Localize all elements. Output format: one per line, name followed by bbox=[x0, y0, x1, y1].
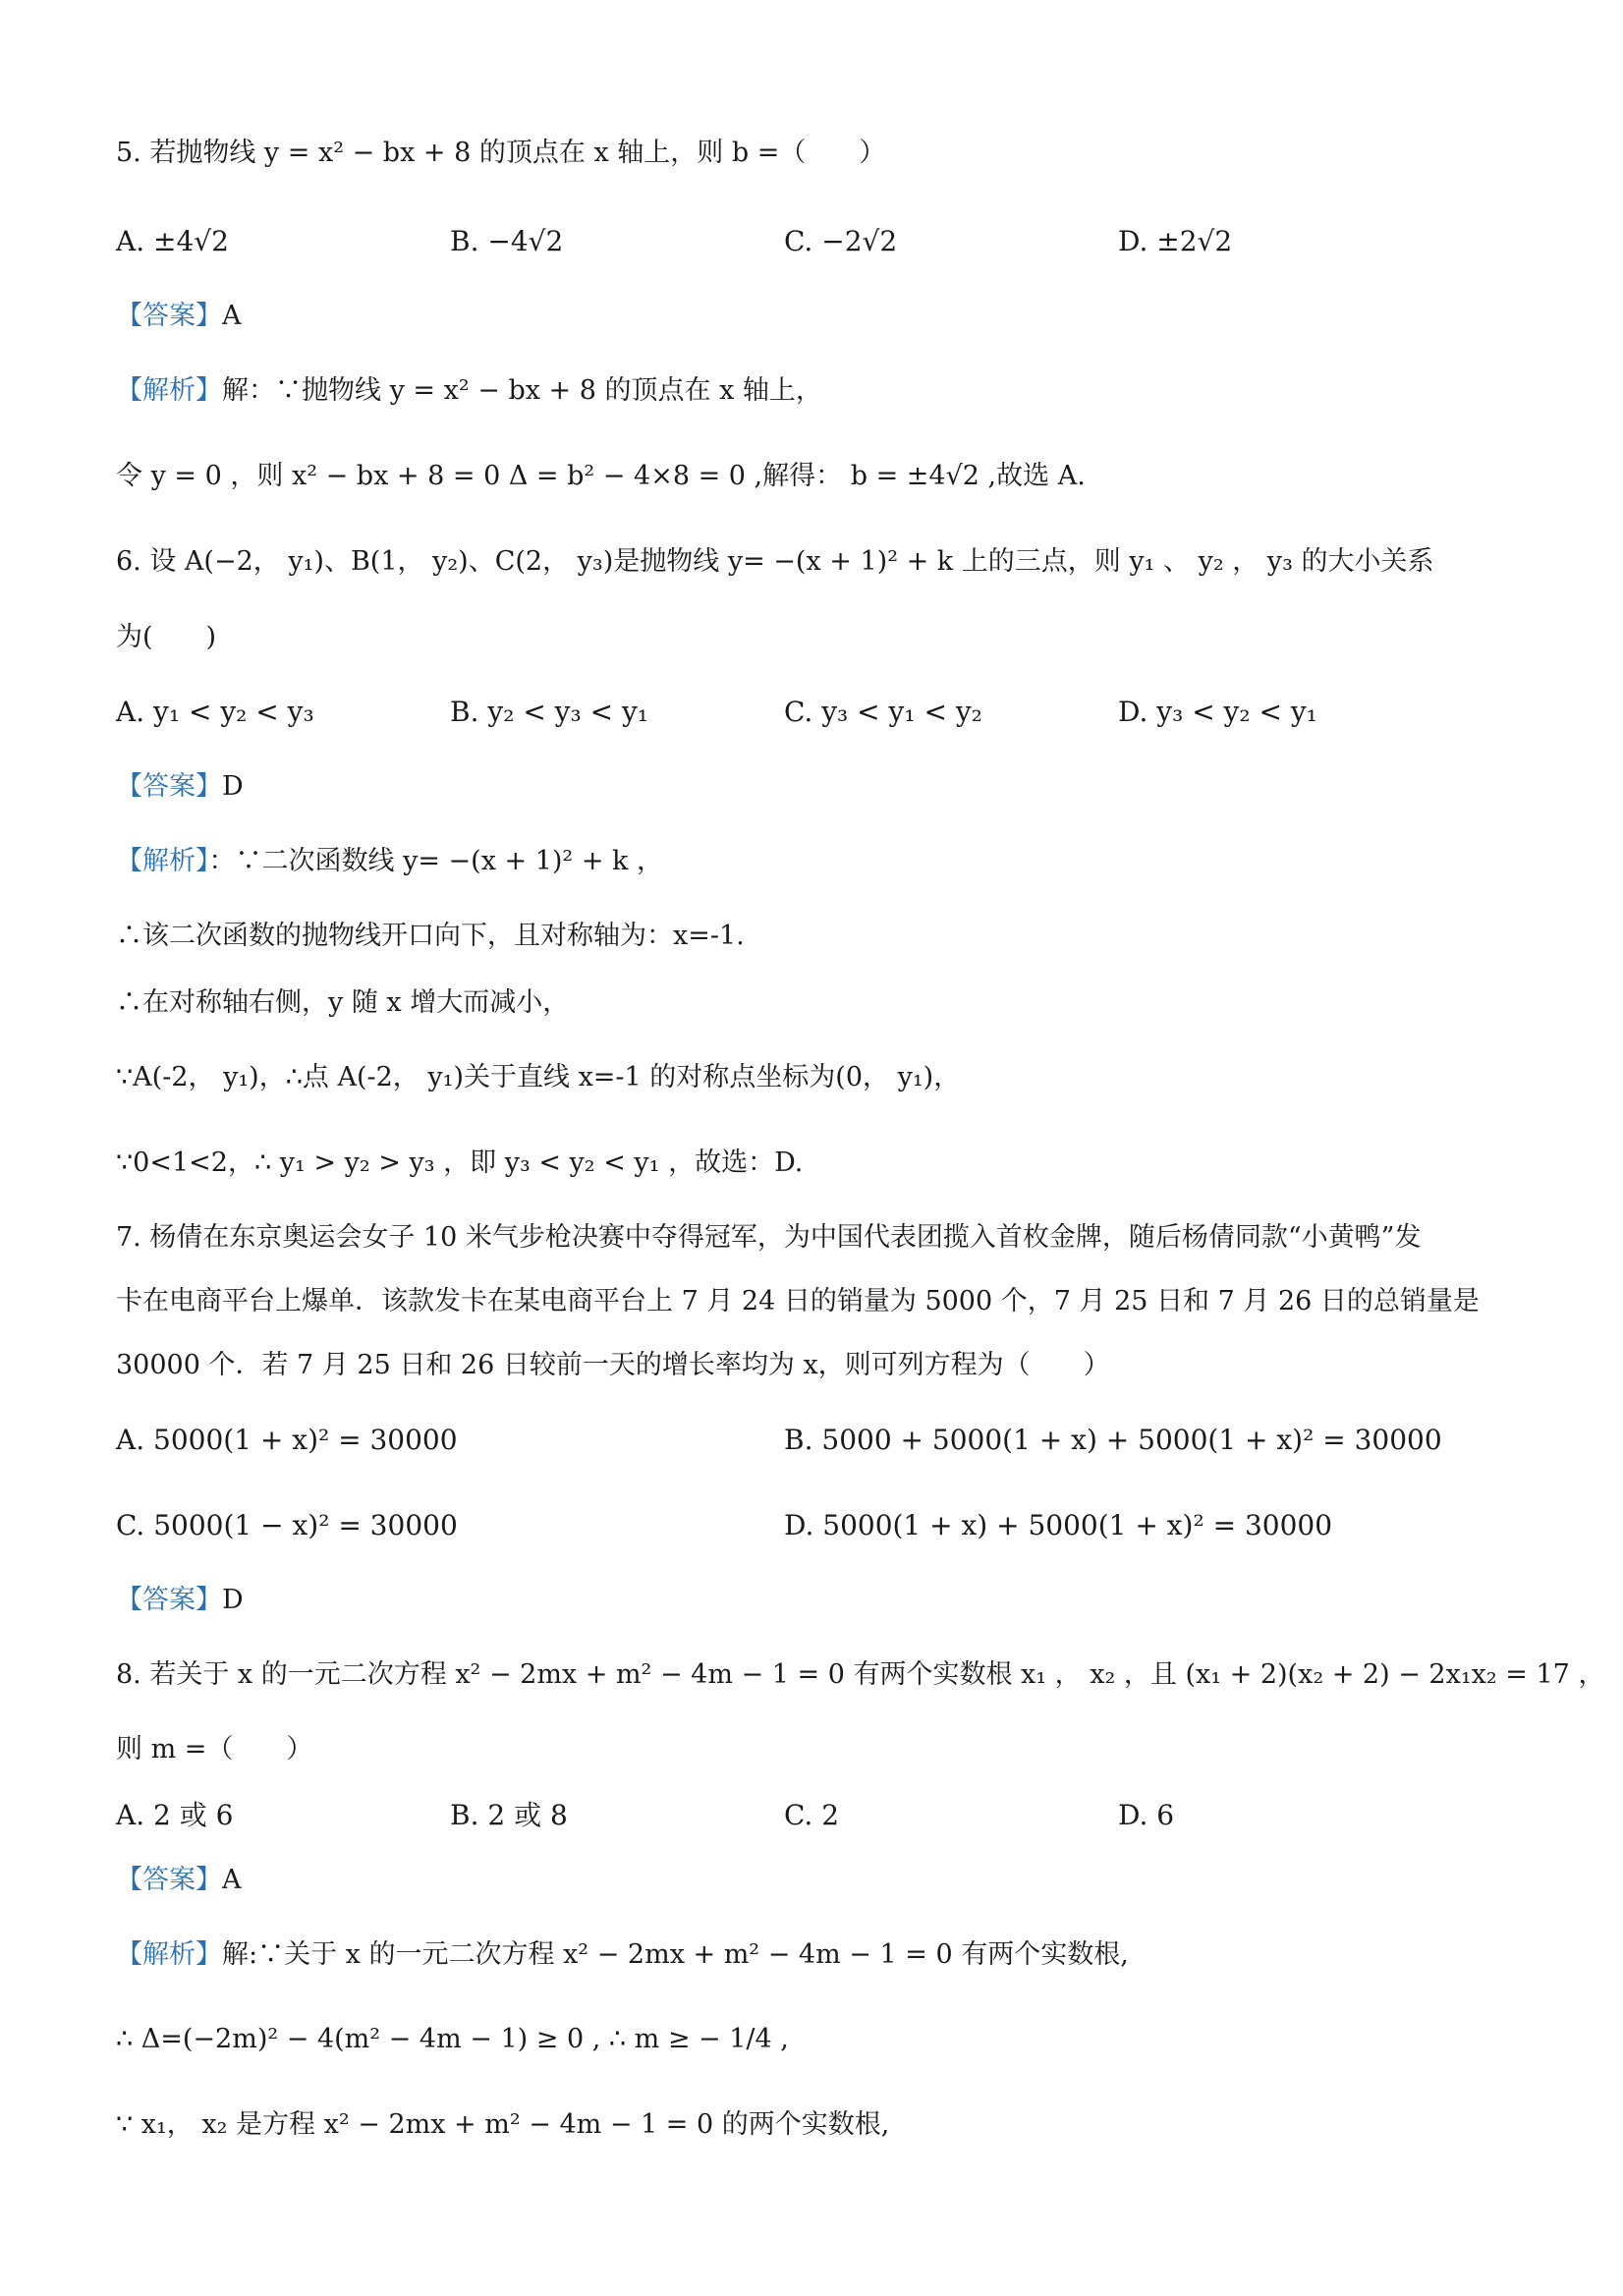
q6-analysis-line-2: ∴该二次函数的抛物线开口向下，且对称轴为：x=-1. bbox=[116, 921, 745, 951]
answer-tag: 【答案】 bbox=[116, 301, 222, 331]
q5-stem: 5. 若抛物线 y = x² − bx + 8 的顶点在 x 轴上，则 b =（ ） bbox=[116, 138, 886, 168]
q6-stem-line-2: 为( ) bbox=[116, 622, 217, 652]
q7-option-c: C. 5000(1 − x)² = 30000 bbox=[116, 1509, 458, 1541]
q6-stem-line-1: 6. 设 A(−2， y₁)、B(1， y₂)、C(2， y₃)是抛物线 y= −(x + 1)² + k 上的三点，则 y₁ 、 y₂ ， y₃ 的大小关系 bbox=[116, 546, 1434, 577]
q7-option-a: A. 5000(1 + x)² = 30000 bbox=[116, 1424, 458, 1456]
q8-analysis-line-3: ∵ x₁， x₂ 是方程 x² − 2mx + m² − 4m − 1 = 0 的两个实数根, bbox=[116, 2109, 890, 2140]
answer-value: A bbox=[222, 1865, 242, 1895]
q7-option-b: B. 5000 + 5000(1 + x) + 5000(1 + x)² = 30000 bbox=[784, 1424, 1442, 1456]
q8-stem-line-2: 则 m =（ ） bbox=[116, 1734, 313, 1764]
q5-analysis-line-1 bbox=[116, 371, 1521, 411]
q5-option-c: C. −2√2 bbox=[784, 225, 898, 257]
analysis-tag: 【解析】 bbox=[116, 1939, 222, 1970]
answer-value: D bbox=[222, 1585, 244, 1615]
q7-answer bbox=[116, 1581, 1521, 1620]
answer-value: D bbox=[222, 771, 244, 802]
q6-answer bbox=[116, 767, 1521, 807]
answer-tag: 【答案】 bbox=[116, 1585, 222, 1615]
q7-stem-line-3: 30000 个．若 7 月 25 日和 26 日较前一天的增长率均为 x，则可列方程为（ ） bbox=[116, 1350, 1110, 1380]
answer-tag: 【答案】 bbox=[116, 771, 222, 802]
q7-stem-line-2: 卡在电商平台上爆单．该款发卡在某电商平台上 7 月 24 日的销量为 5000 个，7 月 25 日和 7 月 26 日的总销量是 bbox=[116, 1286, 1480, 1316]
q6-analysis-line-1 bbox=[116, 842, 1521, 881]
q8-option-b: B. 2 或 8 bbox=[450, 1799, 568, 1831]
q8-stem-line-1: 8. 若关于 x 的一元二次方程 x² − 2mx + m² − 4m − 1 = 0 有两个实数根 x₁ ， x₂ ，且 (x₁ + 2)(x₂ + 2) − 2x₁x₂ = 17 ， bbox=[116, 1659, 1605, 1690]
q5-option-d: D. ±2√2 bbox=[1118, 225, 1233, 257]
q8-option-d: D. 6 bbox=[1118, 1799, 1175, 1831]
analysis-text: 解：∵抛物线 y = x² − bx + 8 的顶点在 x 轴上， bbox=[222, 375, 822, 406]
q7-option-d: D. 5000(1 + x) + 5000(1 + x)² = 30000 bbox=[784, 1509, 1333, 1541]
q8-option-c: C. 2 bbox=[784, 1799, 840, 1831]
q6-option-d: D. y₃ < y₂ < y₁ bbox=[1118, 696, 1317, 728]
q7-stem-line-1: 7. 杨倩在东京奥运会女子 10 米气步枪决赛中夺得冠军，为中国代表团揽入首枚金牌，随后杨倩同款“小黄鸭”发 bbox=[116, 1222, 1422, 1253]
q6-analysis-line-5: ∵0<1<2，∴ y₁ > y₂ > y₃ ，即 y₃ < y₂ < y₁ ，故选：D. bbox=[116, 1148, 804, 1178]
q6-option-c: C. y₃ < y₁ < y₂ bbox=[784, 696, 982, 728]
analysis-tag: 【解析】 bbox=[116, 846, 209, 876]
q5-option-b: B. −4√2 bbox=[450, 225, 564, 257]
q8-answer bbox=[116, 1861, 1521, 1900]
q6-analysis-line-3: ∴在对称轴右侧，y 随 x 增大而减小， bbox=[116, 987, 570, 1018]
q8-analysis-line-2: ∴ Δ=(−2m)² − 4(m² − 4m − 1) ≥ 0 , ∴ m ≥ − 1/4 , bbox=[116, 2024, 789, 2054]
answer-tag: 【答案】 bbox=[116, 1865, 222, 1895]
q6-analysis-line-4: ∵A(-2， y₁)，∴点 A(-2， y₁)关于直线 x=-1 的对称点坐标为(0， y₁)， bbox=[116, 1062, 961, 1092]
analysis-text: ：∵二次函数线 y= −(x + 1)² + k ， bbox=[208, 846, 663, 876]
q5-analysis-line-2: 令 y = 0 ，则 x² − bx + 8 = 0 Δ = b² − 4×8 = 0 ,解得： b = ±4√2 ,故选 A. bbox=[116, 461, 1086, 491]
q6-option-b: B. y₂ < y₃ < y₁ bbox=[450, 696, 649, 728]
analysis-tag: 【解析】 bbox=[116, 375, 222, 406]
q5-option-a: A. ±4√2 bbox=[116, 225, 229, 257]
answer-value: A bbox=[222, 301, 242, 331]
q5-answer bbox=[116, 297, 1521, 336]
q8-option-a: A. 2 或 6 bbox=[116, 1799, 234, 1831]
q6-option-a: A. y₁ < y₂ < y₃ bbox=[116, 696, 314, 728]
q8-analysis-line-1 bbox=[116, 1935, 1521, 1975]
analysis-text: 解:∵关于 x 的一元二次方程 x² − 2mx + m² − 4m − 1 = 0 有两个实数根, bbox=[222, 1939, 1129, 1970]
